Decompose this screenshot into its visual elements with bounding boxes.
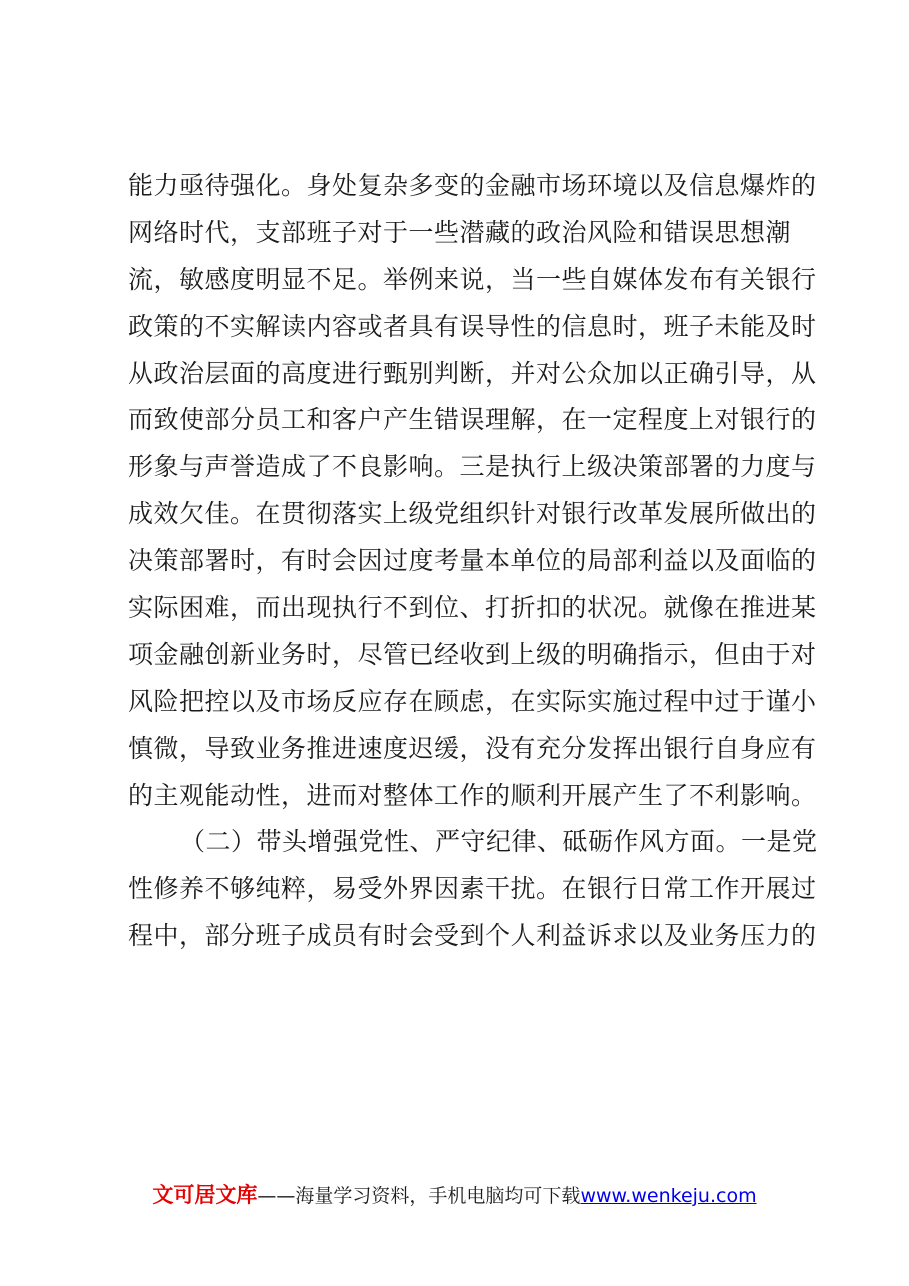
text-line: 实际困难，而出现执行不到位、打折扣的状况。就像在推进某 bbox=[128, 593, 817, 623]
footer-link[interactable]: www.wenkeju.com bbox=[580, 1185, 757, 1207]
text-line: 从政治层面的高度进行甄别判断，并对公众加以正确引导，从 bbox=[128, 358, 817, 388]
text-line: 政策的不实解读内容或者具有误导性的信息时，班子未能及时 bbox=[128, 311, 817, 341]
text-line: 而致使部分员工和客户产生错误理解，在一定程度上对银行的 bbox=[128, 405, 817, 435]
text-line: 流，敏感度明显不足。举例来说，当一些自媒体发布有关银行 bbox=[128, 264, 817, 294]
footer-tagline: ——海量学习资料，手机电脑均可下载 bbox=[257, 1185, 581, 1207]
section-heading-line: （二）带头增强党性、严守纪律、砥砺作风方面。一是党 bbox=[180, 827, 818, 857]
text-line: 能力亟待强化。身处复杂多变的金融市场环境以及信息爆炸的 bbox=[128, 171, 817, 200]
text-line: 慎微，导致业务推进速度迟缓，没有充分发挥出银行自身应有 bbox=[128, 733, 817, 763]
text-line: 风险把控以及市场反应存在顾虑，在实际实施过程中过于谨小 bbox=[128, 686, 817, 716]
text-line: 项金融创新业务时，尽管已经收到上级的明确指示，但由于对 bbox=[128, 639, 817, 669]
text-line: 性修养不够纯粹，易受外界因素干扰。在银行日常工作开展过 bbox=[128, 874, 817, 904]
text-line: 的主观能动性，进而对整体工作的顺利开展产生了不利影响。 bbox=[128, 780, 817, 810]
text-line: 程中，部分班子成员有时会受到个人利益诉求以及业务压力的 bbox=[128, 921, 817, 951]
footer-banner bbox=[0, 1180, 909, 1211]
text-line: 网络时代，支部班子对于一些潜藏的政治风险和错误思想潮 bbox=[128, 217, 792, 247]
text-line: 成效欠佳。在贯彻落实上级党组织针对银行改革发展所做出的 bbox=[128, 499, 817, 529]
footer-brand: 文可居文库 bbox=[152, 1183, 258, 1207]
text-line: 决策部署时，有时会因过度考量本单位的局部利益以及面临的 bbox=[128, 546, 817, 576]
text-line: 形象与声誉造成了不良影响。三是执行上级决策部署的力度与 bbox=[128, 452, 817, 482]
body-text bbox=[128, 163, 818, 960]
